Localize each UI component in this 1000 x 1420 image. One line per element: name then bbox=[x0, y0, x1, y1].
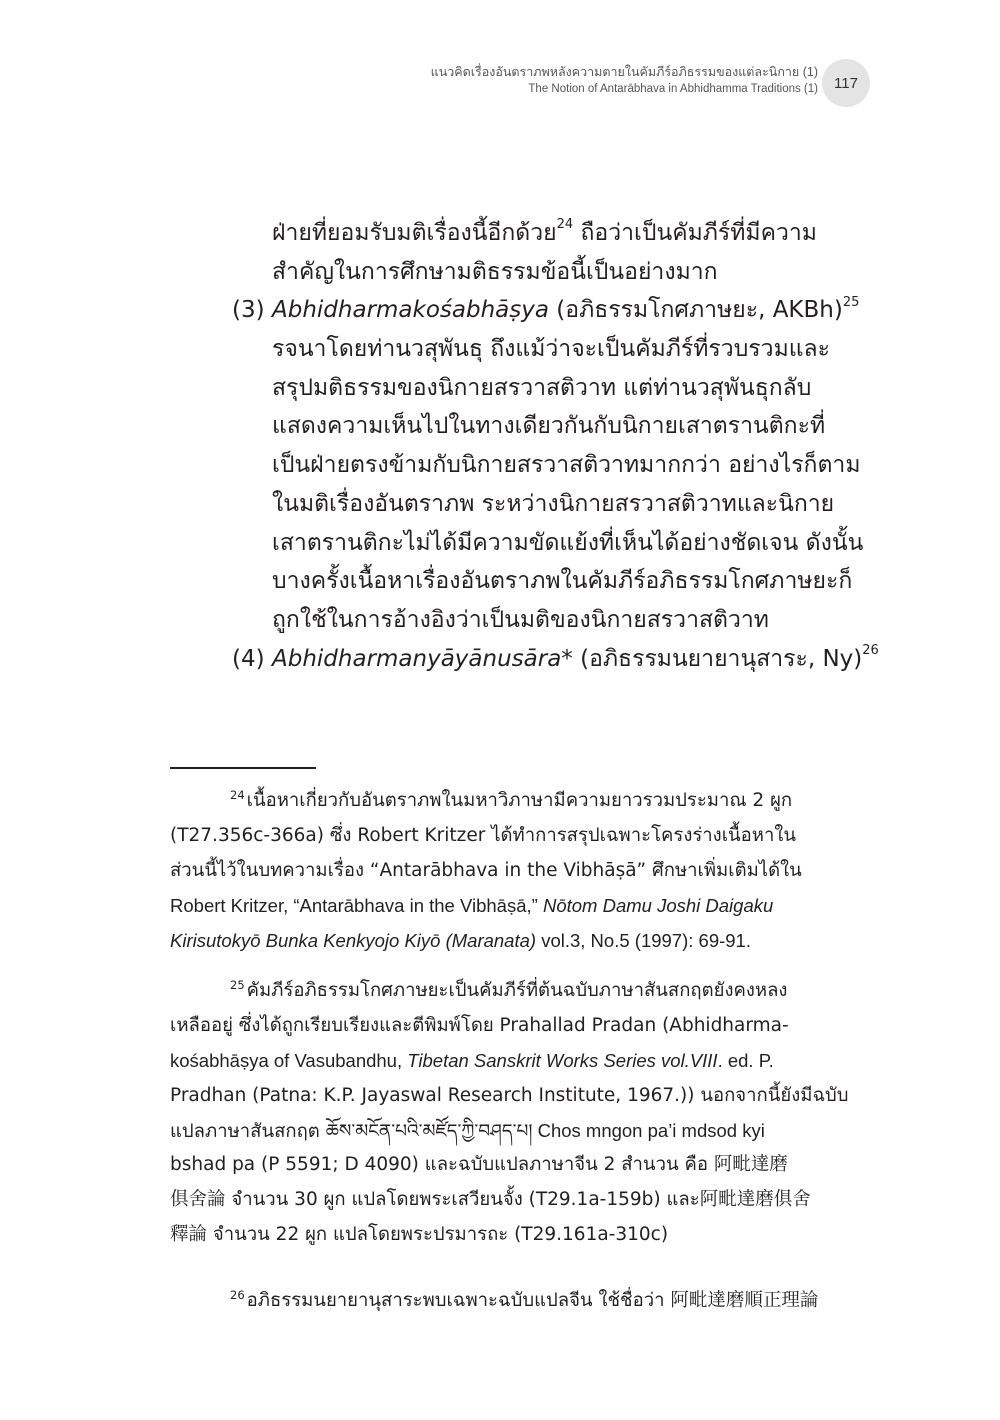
footnote-ref-26: 26 bbox=[862, 642, 879, 658]
list-number: (3) bbox=[232, 297, 265, 324]
running-head-english-title: The Notion of Antarābhava in Abhidhamma Traditions (1) bbox=[528, 83, 818, 95]
text-span: (อภิธรรมโกศภาษยะ, AKBh) bbox=[548, 297, 843, 324]
footnote-ref-24: 24 bbox=[556, 217, 574, 233]
journal-title: Nōtom Damu Joshi Daigaku bbox=[542, 894, 774, 916]
paragraph-line: สำคัญในการศึกษามติธรรมข้อนี้เป็นอย่างมาก bbox=[272, 258, 718, 285]
footnote-line: 釋論 จำนวน 22 ผูก แปลโดยพระปรมารถะ (T29.161a-310c) bbox=[170, 1224, 669, 1246]
footnote-line: ส่วนนี้ไว้ในบทความเรื่อง “Antarābhava in the Vibhāṣā” ศึกษาเพิ่มเติมได้ใน bbox=[170, 859, 802, 881]
footnote-line bbox=[170, 1284, 860, 1319]
text-span: . ed. P. bbox=[717, 1049, 774, 1071]
footnote-line bbox=[170, 784, 860, 819]
work-title: Abhidharmakośabhāṣya bbox=[272, 297, 549, 324]
text-span: Chos mngon pa’i mdsod kyi bbox=[532, 1119, 765, 1141]
footnote-line: เหลืออยู่ ซึ่งได้ถูกเรียบเรียงและตีพิมพ์โดย Prahallad Pradan (Abhidharma- bbox=[170, 1014, 789, 1036]
text-span: แปลภาษาสันสกฤต bbox=[170, 1120, 326, 1142]
paragraph-line: เสาตรานติกะไม่ได้มีความขัดแย้งที่เห็นได้อย่างชัดเจน ดังนั้น bbox=[272, 529, 864, 556]
footnote-line bbox=[170, 1044, 860, 1079]
text-span: เนื้อหาเกี่ยวกับอันตราภพในมหาวิภาษามีความยาวรวมประมาณ 2 ผูก bbox=[246, 790, 793, 811]
list-number: (4) bbox=[232, 645, 265, 672]
paragraph-line: บางครั้งเนื้อหาเรื่องอันตราภพในคัมภีร์อภิธรรมโกศภาษยะก็ bbox=[272, 568, 853, 595]
main-text bbox=[0, 214, 1000, 678]
running-head bbox=[431, 64, 818, 97]
page-number-badge bbox=[822, 59, 870, 107]
footnote-line bbox=[170, 924, 860, 959]
text-span: ถือว่าเป็นคัมภีร์ที่มีความ bbox=[573, 220, 817, 246]
series-title: Tibetan Sanskrit Works Series vol.VIII bbox=[407, 1049, 718, 1071]
text-span: ฝ่ายที่ยอมรับมติเรื่องนี้อีกด้วย bbox=[272, 220, 557, 246]
journal-title: Kirisutokyō Bunka Kenkyojo Kiyō (Maranata) bbox=[170, 929, 537, 951]
footnote-line: bshad pa (P 5591; D 4090) และฉบับแปลภาษาจีน 2 สำนวน คือ 阿毗達磨 bbox=[170, 1154, 788, 1176]
work-title: Abhidharmanyāyānusāra* bbox=[272, 645, 573, 672]
tibetan-title: ཆོས་མངོན་པའི་མཛོད་ཀྱི་བཤད་པ། bbox=[325, 1120, 533, 1142]
footnote-number: 26 bbox=[230, 1288, 245, 1302]
footnote-number: 25 bbox=[230, 978, 245, 992]
paragraph-line: ในมติเรื่องอันตราภพ ระหว่างนิกายสรวาสติวาทและนิกาย bbox=[272, 490, 835, 517]
list-item-4 bbox=[0, 640, 1000, 679]
text-span: คัมภีร์อภิธรรมโกศภาษยะเป็นคัมภีร์ที่ต้นฉบับภาษาสันสกฤตยังคงหลง bbox=[246, 980, 788, 1001]
footnote-line bbox=[170, 974, 860, 1009]
text-span: Robert Kritzer, “Antarābhava in the Vibhāṣā,” bbox=[170, 894, 543, 916]
footnote-number: 24 bbox=[230, 788, 245, 802]
paragraph-line: ถูกใช้ในการอ้างอิงว่าเป็นมติของนิกายสรวาสติวาท bbox=[272, 606, 769, 633]
paragraph-line bbox=[0, 214, 1000, 253]
footnote-line: 俱舍論 จำนวน 30 ผูก แปลโดยพระเสวียนจั้ง (T29.1a-159b) และ阿毗達磨俱舍 bbox=[170, 1189, 811, 1211]
paragraph-line: รจนาโดยท่านวสุพันธุ ถึงแม้ว่าจะเป็นคัมภีร์ที่รวบรวมและ bbox=[272, 336, 830, 363]
footnote-line: Pradhan (Patna: K.P. Jayaswal Research Institute, 1967.)) นอกจากนี้ยังมีฉบับ bbox=[170, 1084, 849, 1106]
running-head-thai-title: แนวคิดเรื่องอันตราภพหลังความตายในคัมภีร์อภิธรรมของแต่ละนิกาย (1) bbox=[430, 65, 818, 79]
text-span: อภิธรรมนยายานุสาระพบเฉพาะฉบับแปลจีน ใช้ชื่อว่า 阿毗達磨順正理論 bbox=[246, 1290, 819, 1311]
paragraph-line: เป็นฝ่ายตรงข้ามกับนิกายสรวาสติวาทมากกว่า อย่างไรก็ตาม bbox=[272, 452, 861, 479]
text-span: vol.3, No.5 (1997): 69-91. bbox=[536, 929, 751, 951]
page-number: 117 bbox=[834, 74, 858, 92]
footnote-line: (T27.356c-366a) ซึ่ง Robert Kritzer ได้ทำการสรุปเฉพาะโครงร่างเนื้อหาใน bbox=[170, 824, 797, 846]
footnote-25 bbox=[170, 974, 860, 1253]
footnote-separator bbox=[170, 767, 316, 769]
footnote-ref-25: 25 bbox=[842, 294, 860, 310]
footnote-26 bbox=[170, 1284, 860, 1319]
paragraph-line: สรุปมติธรรมของนิกายสรวาสติวาท แต่ท่านวสุพันธุกลับ bbox=[272, 374, 812, 401]
paragraph-line: แสดงความเห็นไปในทางเดียวกันกับนิกายเสาตรานติกะที่ bbox=[272, 413, 826, 440]
footnote-24 bbox=[170, 784, 860, 958]
text-span: (อภิธรรมนยายานุสาระ, Ny) bbox=[572, 645, 863, 672]
footnote-line bbox=[170, 1114, 860, 1149]
list-item-3 bbox=[0, 291, 1000, 330]
text-span: kośabhāṣya of Vasubandhu, bbox=[170, 1049, 408, 1071]
footnote-line bbox=[170, 889, 860, 924]
